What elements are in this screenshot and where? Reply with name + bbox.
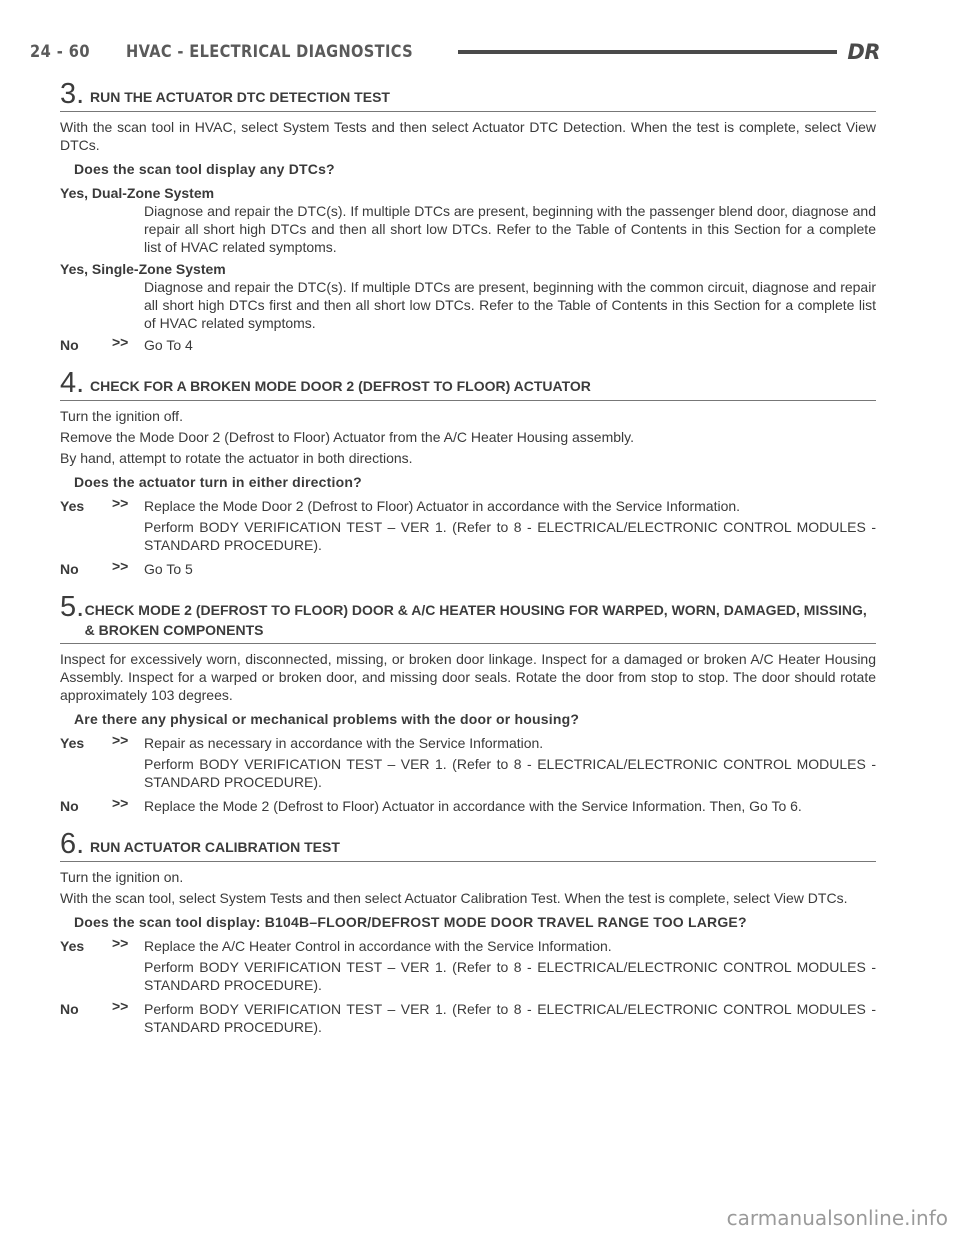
answer-label: Yes, Dual-Zone System	[60, 185, 215, 201]
section-heading	[60, 830, 876, 862]
answer-yes	[60, 937, 876, 997]
section-heading	[60, 593, 876, 644]
answer-text: Perform BODY VERIFICATION TEST – VER 1. (Refer to 8 - ELECTRICAL/ELECTRONIC CONTROL MODULES - STANDARD PROCEDURE).	[144, 519, 876, 553]
answer-label: No	[60, 798, 79, 814]
paragraph: By hand, attempt to rotate the actuator in both directions.	[60, 450, 413, 466]
chapter-title: HVAC - ELECTRICAL DIAGNOSTICS	[126, 42, 413, 62]
section-heading	[60, 369, 876, 401]
section-4	[60, 369, 876, 578]
arrow-marker: >>	[112, 495, 129, 511]
section-5	[60, 593, 876, 815]
answer-text: Perform BODY VERIFICATION TEST – VER 1. (Refer to 8 - ELECTRICAL/ELECTRONIC CONTROL MODULES - STANDARD PROCEDURE).	[144, 959, 876, 993]
header-rule	[458, 50, 837, 54]
page-header	[30, 38, 880, 66]
answer-text: Go To 5	[144, 561, 193, 577]
paragraph: Turn the ignition on.	[60, 869, 184, 885]
answer-label: No	[60, 561, 79, 577]
section-number: 3.	[60, 78, 85, 110]
question: Does the actuator turn in either direction?	[74, 474, 362, 490]
answer-text: Perform BODY VERIFICATION TEST – VER 1. (Refer to 8 - ELECTRICAL/ELECTRONIC CONTROL MODULES - STANDARD PROCEDURE).	[144, 1001, 876, 1035]
section-number: 4.	[60, 367, 85, 399]
answer-text: Replace the Mode Door 2 (Defrost to Floor) Actuator in accordance with the Service Information.	[144, 498, 741, 514]
answer-no	[60, 560, 876, 578]
answer-label: Yes	[60, 735, 85, 751]
paragraph: With the scan tool in HVAC, select System Tests and then select Actuator DTC Detection. When the test is complete, select View DTCs.	[60, 119, 876, 153]
answer-no	[60, 1000, 876, 1036]
arrow-marker: >>	[112, 334, 129, 350]
page-number: 24 - 60	[30, 42, 90, 62]
page-content	[60, 80, 876, 1039]
answer-yes	[60, 734, 876, 794]
section-title: CHECK MODE 2 (DEFROST TO FLOOR) DOOR & A/C HEATER HOUSING FOR WARPED, WORN, DAMAGED, MISSING, & BROKEN COMPONENTS	[84, 602, 867, 638]
section-number: 6.	[60, 828, 85, 860]
answer-yes-dual	[60, 184, 876, 256]
section-number: 5.	[60, 591, 85, 623]
answer-text: Replace the Mode 2 (Defrost to Floor) Actuator in accordance with the Service Information. Then, Go To 6.	[144, 798, 802, 814]
answer-yes-single	[60, 260, 876, 332]
arrow-marker: >>	[112, 998, 129, 1014]
paragraph: Inspect for excessively worn, disconnected, missing, or broken door linkage. Inspect for a damaged or broken A/C Heater Housing Assembly. Inspect for a warped or broken door, and missing door seals. Rotate the door from stop to stop. The door should rotate approximately 103 degrees.	[60, 651, 876, 703]
answer-text: Perform BODY VERIFICATION TEST – VER 1. (Refer to 8 - ELECTRICAL/ELECTRONIC CONTROL MODULES - STANDARD PROCEDURE).	[144, 756, 876, 790]
answer-label: Yes	[60, 938, 85, 954]
section-title: CHECK FOR A BROKEN MODE DOOR 2 (DEFROST TO FLOOR) ACTUATOR	[90, 378, 591, 394]
answer-no	[60, 797, 876, 815]
answer-text: Diagnose and repair the DTC(s). If multiple DTCs are present, beginning with the passenger blend door, diagnose and repair all short high DTCs and then all short low DTCs. Refer to the Table of Contents in this Section for a complete list of HVAC related symptoms.	[144, 203, 876, 255]
section-6	[60, 830, 876, 1036]
answer-no	[60, 336, 876, 354]
answer-text: Repair as necessary in accordance with the Service Information.	[144, 735, 544, 751]
answer-label: Yes, Single-Zone System	[60, 261, 226, 277]
section-title: RUN THE ACTUATOR DTC DETECTION TEST	[90, 89, 390, 105]
watermark: carmanualsonline.info	[726, 1206, 948, 1230]
answer-label: No	[60, 337, 79, 353]
question: Does the scan tool display any DTCs?	[74, 161, 335, 177]
arrow-marker: >>	[112, 558, 129, 574]
paragraph: Remove the Mode Door 2 (Defrost to Floor) Actuator from the A/C Heater Housing assembly.	[60, 429, 634, 445]
section-heading	[60, 80, 876, 112]
paragraph: Turn the ignition off.	[60, 408, 183, 424]
answer-text: Go To 4	[144, 337, 193, 353]
section-title: RUN ACTUATOR CALIBRATION TEST	[90, 839, 340, 855]
answer-text: Replace the A/C Heater Control in accordance with the Service Information.	[144, 938, 612, 954]
question: Are there any physical or mechanical problems with the door or housing?	[74, 711, 580, 727]
arrow-marker: >>	[112, 935, 129, 951]
paragraph: With the scan tool, select System Tests and then select Actuator Calibration Test. When the test is complete, select View DTCs.	[60, 890, 848, 906]
section-3	[60, 80, 876, 354]
arrow-marker: >>	[112, 795, 129, 811]
answer-label: No	[60, 1001, 79, 1017]
answer-label: Yes	[60, 498, 85, 514]
answer-yes	[60, 497, 876, 557]
model-logo: DR	[847, 40, 880, 64]
arrow-marker: >>	[112, 732, 129, 748]
question: Does the scan tool display: B104B–FLOOR/DEFROST MODE DOOR TRAVEL RANGE TOO LARGE?	[74, 914, 747, 930]
answer-text: Diagnose and repair the DTC(s). If multiple DTCs are present, beginning with the common circuit, diagnose and repair all short high DTCs first and then all short low DTCs. Refer to the Table of Contents in this Section for a complete list of HVAC related symptoms.	[144, 279, 876, 331]
